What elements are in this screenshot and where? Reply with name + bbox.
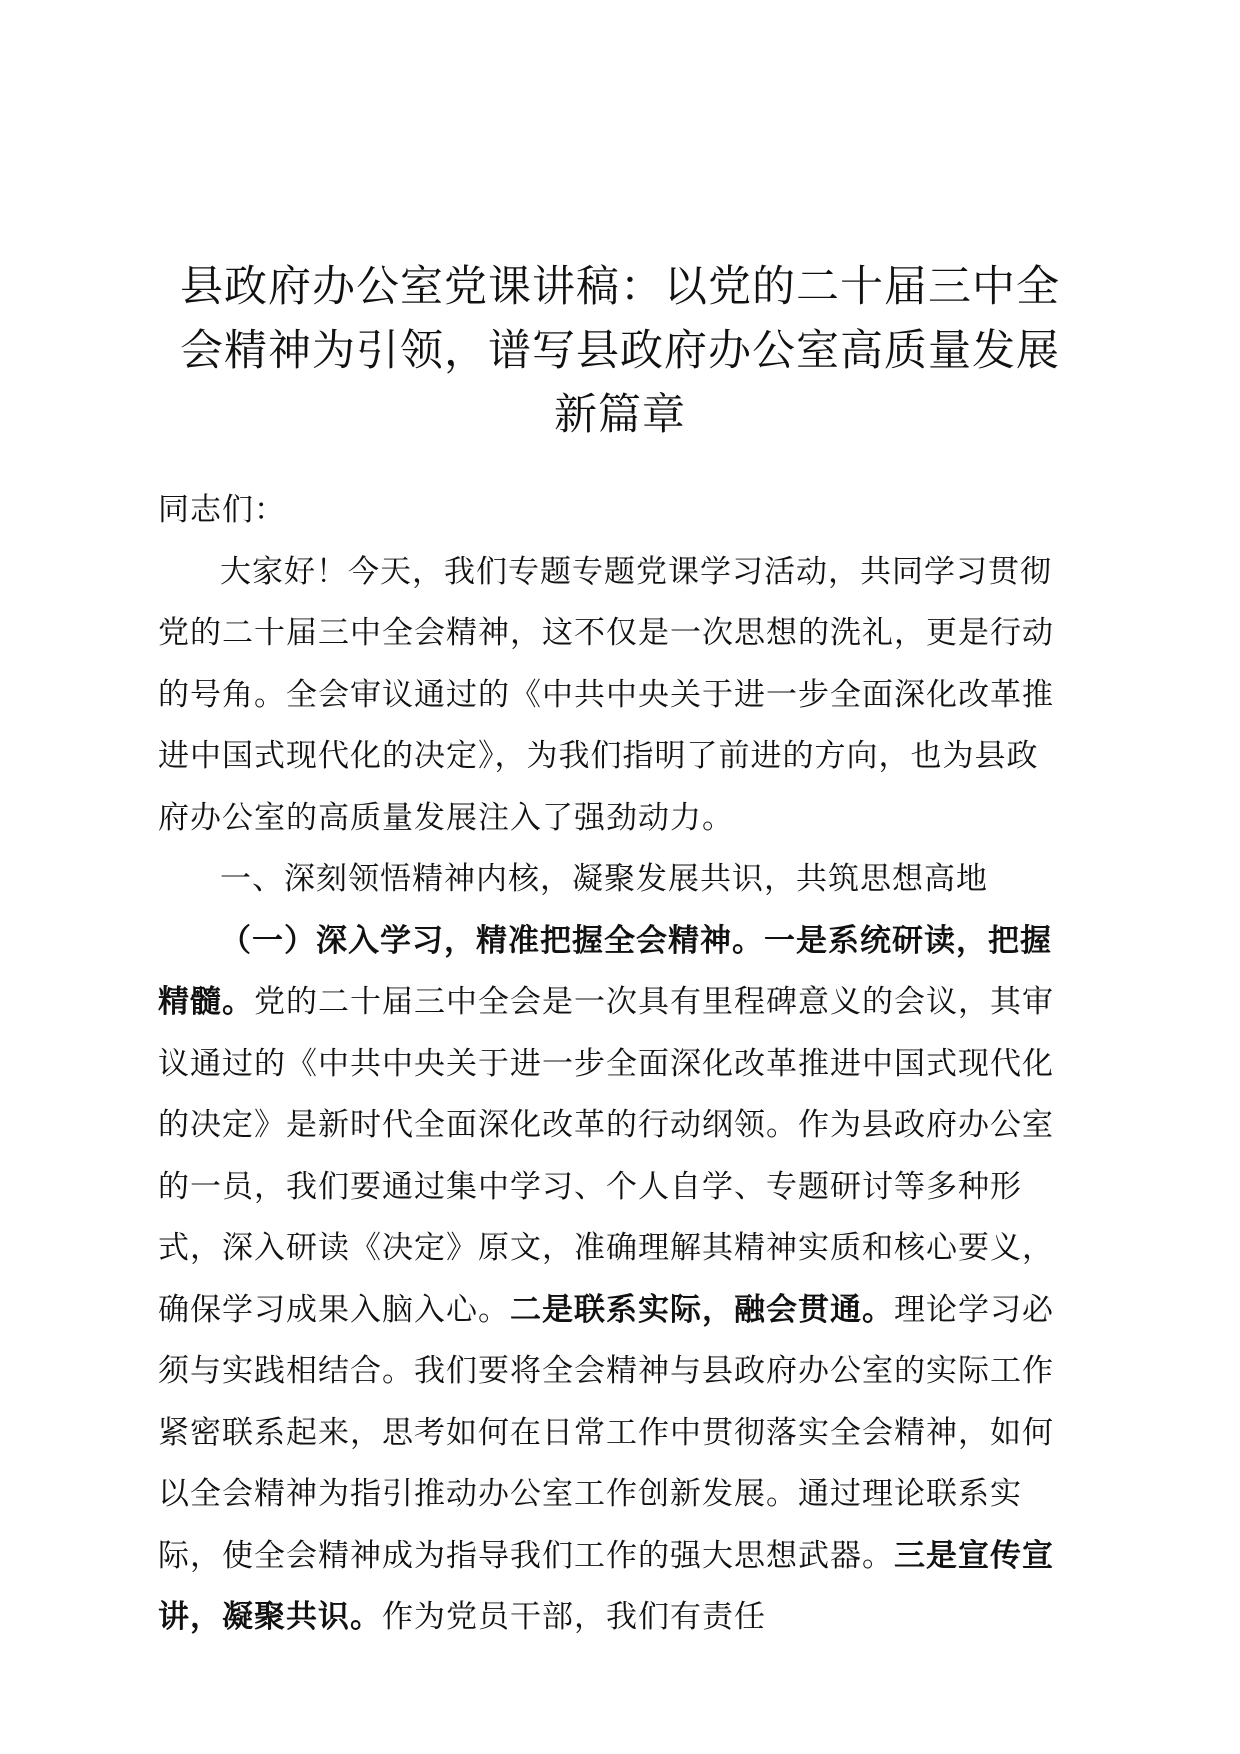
subsection-1-paragraph <box>158 911 1058 1649</box>
point-1-title: 一是系统研读，把握精髓。 <box>158 922 1052 1020</box>
title-line-2: 会精神为引领，谱写县政府办公室高质量发展 <box>180 326 1060 376</box>
point-2-text: 理论学习必须与实践相结合。我们要将全会精神与县政府办公室的实际工作紧密联系起来，思考如何在日常工作中贯彻落实全会精神，如何以全会精神为指引推动办公室工作创新发展。通过理论联系实际，使全会精神成为指导我们工作的强大思想武器。 <box>158 1291 1054 1574</box>
subsection-1-heading: （一）深入学习，精准把握全会精神。 <box>220 922 764 959</box>
document-title <box>150 255 1090 447</box>
title-line-1: 县政府办公室党课讲稿：以党的二十届三中全 <box>180 262 1060 312</box>
point-3-title: 三是宣传宣讲，凝聚共识。 <box>158 1537 1054 1635</box>
document-body <box>158 480 1058 1649</box>
section-1-heading: 一、深刻领悟精神内核，凝聚发展共识，共筑思想高地 <box>220 861 988 897</box>
salutation: 同志们： <box>158 492 286 528</box>
intro-paragraph: 大家好！今天，我们专题专题党课学习活动，共同学习贯彻党的二十届三中全会精神，这不仅是一次思想的洗礼，更是行动的号角。全会审议通过的《中共中央关于进一步全面深化改革推进中国式现代化的决定》，为我们指明了前进的方向，也为县政府办公室的高质量发展注入了强劲动力。 <box>158 553 1054 836</box>
point-3-text: 作为党员干部，我们有责任 <box>382 1599 766 1635</box>
point-2-title: 二是联系实际，融会贯通。 <box>510 1291 894 1328</box>
title-line-3: 新篇章 <box>554 390 686 440</box>
point-1-text: 党的二十届三中全会是一次具有里程碑意义的会议，其审议通过的《中共中央关于进一步全面深化改革推进中国式现代化的决定》是新时代全面深化改革的行动纲领。作为县政府办公室的一员，我们要通过集中学习、个人自学、专题研讨等多种形式，深入研读《决定》原文，准确理解其精神实质和核心要义，确保学习成果入脑入心。 <box>158 984 1054 1328</box>
